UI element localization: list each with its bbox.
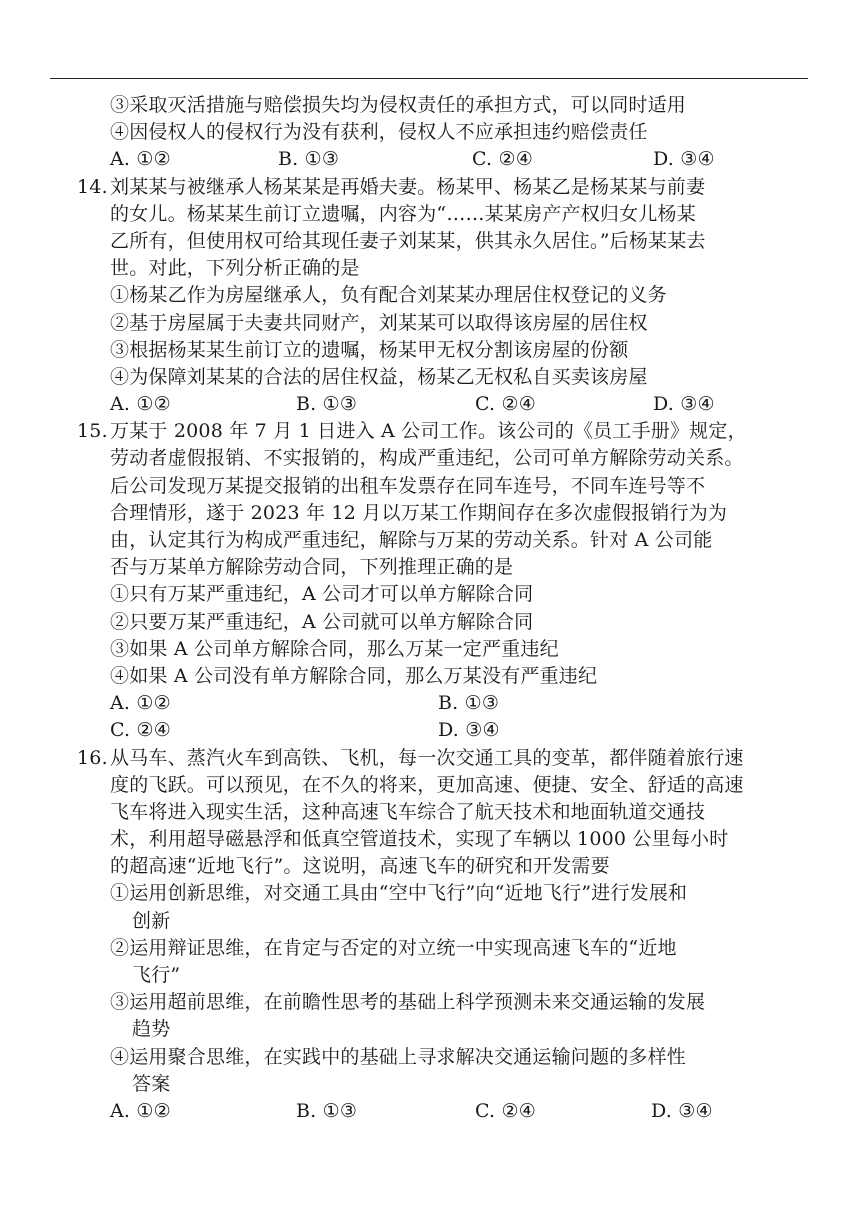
- q13-option-3: ③采取灭活措施与赔偿损失均为侵权责任的承担方式，可以同时适用: [110, 94, 687, 116]
- q14-answer-a: A. ①②: [110, 393, 171, 416]
- q16-answer-a: A. ①②: [110, 1099, 171, 1122]
- q14-option-1: ①杨某乙作为房屋继承人，负有配合刘某某办理居住权登记的义务: [110, 284, 667, 307]
- q16-stem-line: 的超高速“近地飞行”。这说明，高速飞车的研究和开发需要: [110, 855, 610, 878]
- q14-stem-line: 的女儿。杨某某生前订立遗嘱，内容为“……某某房产产权归女儿杨某: [110, 202, 696, 225]
- q13-answer-c: C. ②④: [472, 148, 534, 171]
- q14-answers: [110, 391, 770, 418]
- q16-option-2: ②运用辩证思维，在肯定与否定的对立统一中实现高速飞车的“近地: [110, 936, 677, 959]
- q13-answer-d: D. ③④: [653, 148, 715, 171]
- q16-answers: [110, 1098, 770, 1125]
- q15-number: 15.: [77, 420, 108, 443]
- q15-stem-line: 合理情形，遂于 2023 年 12 月以万某工作期间存在多次虚假报销行为为: [110, 501, 728, 524]
- q15-option-3: ③如果 A 公司单方解除合同，那么万某一定严重违纪: [110, 637, 559, 660]
- q14-answer-c: C. ②④: [475, 393, 537, 416]
- q14-stem-line: 乙所有，但使用权可给其现任妻子刘某某，供其永久居住。”后杨某某去: [110, 229, 706, 252]
- q16-stem-line: 飞车将进入现实生活，这种高速飞车综合了航天技术和地面轨道交通技: [110, 800, 706, 823]
- q14-option-3: ③根据杨某某生前订立的遗嘱，杨某甲无权分割该房屋的份额: [110, 338, 629, 361]
- q16-option-1: ①运用创新思维，对交通工具由“空中飞行”向“近地飞行”进行发展和: [110, 882, 688, 905]
- q15-stem-line: 否与万某单方解除劳动合同，下列推理正确的是: [110, 556, 514, 579]
- q14-answer-d: D. ③④: [653, 393, 715, 416]
- q16-option-1-cont: 创新: [132, 909, 171, 932]
- q15-stem-line: 后公司发现万某提交报销的出租车发票存在同车连号，不同车连号等不: [110, 474, 706, 497]
- q15-stem-line: 15. 万某于 2008 年 7 月 1 日进入 A 公司工作。该公司的《员工手册》规定，: [110, 418, 770, 445]
- q13-answer-b: B. ①③: [278, 148, 340, 171]
- q15-stem-line: 由，认定其行为构成严重违纪，解除与万某的劳动关系。针对 A 公司能: [110, 529, 713, 551]
- q14-number: 14.: [77, 175, 108, 198]
- q16-stem-line: 术，利用超导磁悬浮和低真空管道技术，实现了车辆以 1000 公里每小时: [110, 828, 729, 851]
- q13-answers: [110, 146, 770, 173]
- q15-stem-line: 劳动者虚假报销、不实报销的，构成严重违纪，公司可单方解除劳动关系。: [110, 447, 744, 470]
- q15-answer-c: C. ②④: [110, 719, 172, 742]
- q16-stem-line: 度的飞跃。可以预见，在不久的将来，更加高速、便捷、安全、舒适的高速: [110, 773, 744, 796]
- q15-answers-row-1: [110, 690, 770, 717]
- q14-stem-line: 14. 刘某某与被继承人杨某某是再婚夫妻。杨某甲、杨某乙是杨某某与前妻: [110, 174, 770, 201]
- q13-option-4: ④因侵权人的侵权行为没有获利，侵权人不应承担违约赔偿责任: [110, 121, 648, 144]
- q14-answer-b: B. ①③: [296, 393, 358, 416]
- q16-answer-d: D. ③④: [651, 1099, 713, 1122]
- q15-answers-row-2: [110, 717, 770, 744]
- q14-option-4: ④为保障刘某某的合法的居住权益，杨某乙无权私自买卖该房屋: [110, 365, 648, 388]
- q16-stem-line: 16. 从马车、蒸汽火车到高铁、飞机，每一次交通工具的变革，都伴随着旅行速: [110, 745, 770, 772]
- q16-answer-c: C. ②④: [475, 1099, 537, 1122]
- q16-answer-b: B. ①③: [296, 1099, 358, 1122]
- exam-page: [77, 92, 770, 1125]
- q15-answer-b: B. ①③: [438, 692, 500, 715]
- q16-option-3: ③运用超前思维，在前瞻性思考的基础上科学预测未来交通运输的发展: [110, 991, 706, 1014]
- q15-answer-d: D. ③④: [438, 719, 500, 742]
- q15-option-4: ④如果 A 公司没有单方解除合同，那么万某没有严重违纪: [110, 664, 598, 687]
- q16-option-2-cont: 飞行”: [132, 964, 181, 986]
- q13-answer-a: A. ①②: [110, 148, 171, 171]
- q14-stem-line: 世。对此，下列分析正确的是: [110, 257, 360, 280]
- header-rule: [50, 78, 808, 79]
- q16-number: 16.: [77, 746, 108, 769]
- q15-option-2: ②只要万某严重违纪，A 公司就可以单方解除合同: [110, 610, 534, 633]
- q16-option-4-cont: 答案: [132, 1072, 171, 1095]
- q14-option-2: ②基于房屋属于夫妻共同财产，刘某某可以取得该房屋的居住权: [110, 311, 648, 334]
- q15-option-1: ①只有万某严重违纪，A 公司才可以单方解除合同: [110, 583, 534, 606]
- q16-option-4: ④运用聚合思维，在实践中的基础上寻求解决交通运输问题的多样性: [110, 1045, 687, 1068]
- q15-answer-a: A. ①②: [110, 692, 171, 715]
- q16-option-3-cont: 趋势: [132, 1018, 171, 1041]
